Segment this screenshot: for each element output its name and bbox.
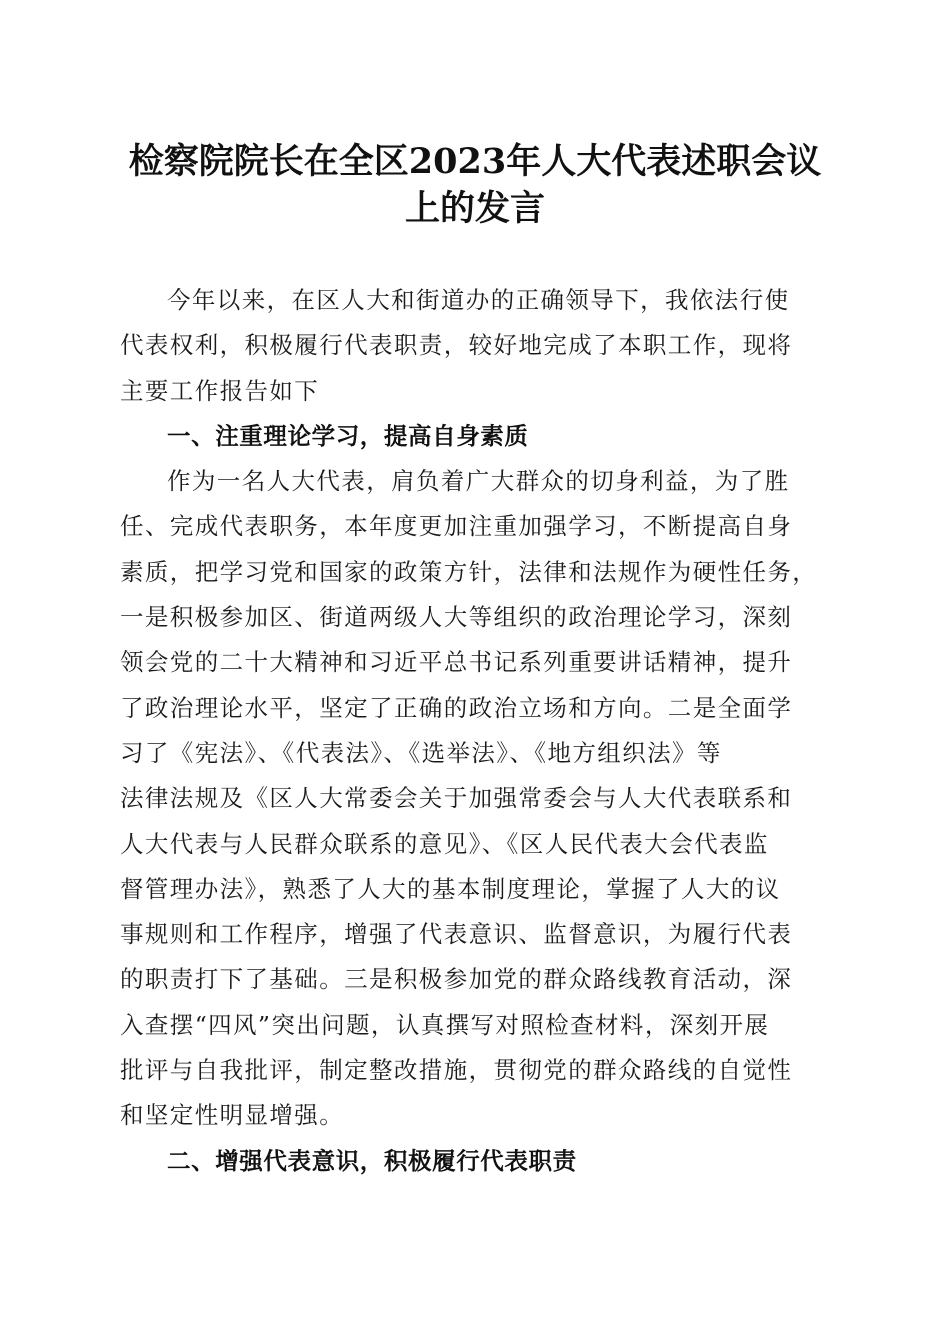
document-title xyxy=(100,138,850,232)
section-1-paragraph xyxy=(120,459,830,1138)
section-heading-2: 二、增强代表意识，积极履行代表职责 xyxy=(167,1146,577,1175)
paragraph-line: 作为一名人大代表，肩负着广大群众的切身利益，为了胜 xyxy=(167,467,790,496)
title-line-2: 上的发言 xyxy=(404,188,545,229)
paragraph-line: 事规则和工作程序，增强了代表意识、监督意识，为履行代表 xyxy=(120,920,793,949)
paragraph-line: 主要工作报告如下 xyxy=(120,376,320,405)
paragraph-line: 了政治理论水平，坚定了正确的政治立场和方向。二是全面学 xyxy=(120,693,793,722)
paragraph-line: 人大代表与人民群众联系的意见》、《区人民代表大会代表监 xyxy=(120,829,769,858)
paragraph-line: 批评与自我批评，制定整改措施，贯彻党的群众路线的自觉性 xyxy=(120,1056,793,1085)
title-line-1: 检察院院长在全区2023年人大代表述职会议 xyxy=(128,141,822,182)
paragraph-line: 今年以来，在区人大和街道办的正确领导下，我依法行使 xyxy=(167,286,790,314)
paragraph-line: 法律法规及《区人大常委会关于加强常委会与人大代表联系和 xyxy=(120,784,793,813)
paragraph-line: 一是积极参加区、街道两级人大等组织的政治理论学习，深刻 xyxy=(120,603,793,632)
document-body xyxy=(120,278,830,1184)
paragraph-line: 和坚定性明显增强。 xyxy=(120,1101,345,1130)
paragraph-line: 领会党的二十大精神和习近平总书记系列重要讲话精神，提升 xyxy=(120,648,793,677)
paragraph-line: 习了《宪法》、《代表法》、《选举法》、《地方组织法》等 xyxy=(120,738,722,767)
paragraph-line: 督管理办法》，熟悉了人大的基本制度理论，掌握了人大的议 xyxy=(120,874,781,903)
paragraph-line: 素质，把学习党和国家的政策方针，法律和法规作为硬性任务， xyxy=(120,557,818,586)
paragraph-line: 入查摆“四风”突出问题，认真撰写对照检查材料，深刻开展 xyxy=(120,1010,770,1039)
intro-paragraph xyxy=(120,278,830,414)
paragraph-line: 任、完成代表职务，本年度更加注重加强学习，不断提高自身 xyxy=(120,512,793,541)
paragraph-line: 的职责打下了基础。三是积极参加党的群众路线教育活动，深 xyxy=(120,965,793,994)
section-heading-1: 一、注重理论学习，提高自身素质 xyxy=(167,421,529,450)
paragraph-line: 代表权利，积极履行代表职责，较好地完成了本职工作，现将 xyxy=(120,331,793,360)
